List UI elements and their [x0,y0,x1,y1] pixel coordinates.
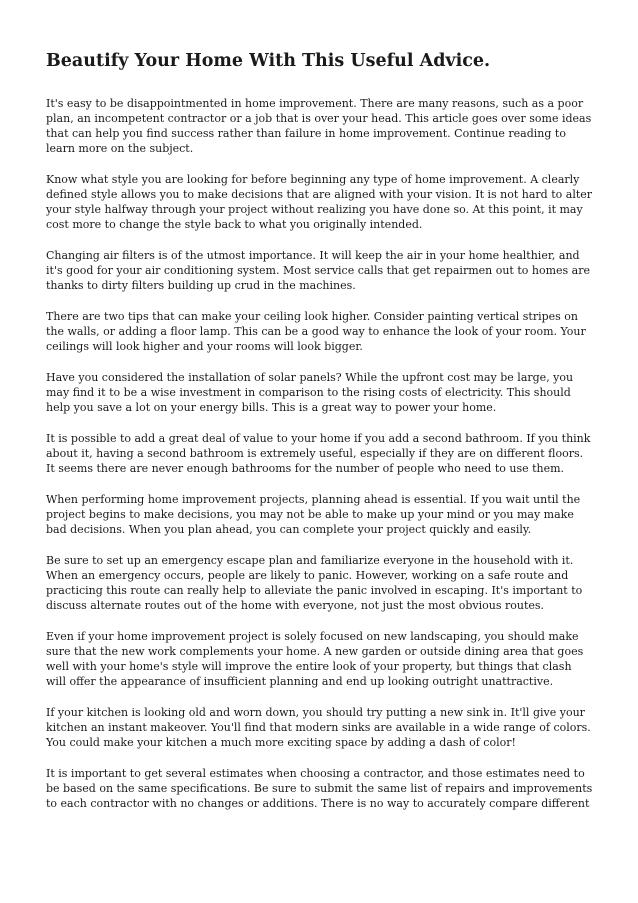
paragraph: When performing home improvement projects, planning ahead is essential. If you wait until the project begins to make decisions, you may not be able to make up your mind or you may make bad decisions. When you plan ahead, you can complete your project quickly and easily. [46,493,581,536]
paragraph: It is possible to add a great deal of value to your home if you add a second bathroom. If you think about it, having a second bathroom is extremely useful, especially if they are on different floors. It seems there are never enough bathrooms for the number of people who need to use them. [46,432,591,475]
paragraph: If your kitchen is looking old and worn down, you should try putting a new sink in. It'll give your kitchen an instant makeover. You'll find that modern sinks are available in a wide range of colors. You could make your kitchen a much more exciting space by adding a dash of color! [46,706,591,749]
page-title: Beautify Your Home With This Useful Advice. [46,51,491,71]
paragraph: Be sure to set up an emergency escape plan and familiarize everyone in the household with it. When an emergency occurs, people are likely to panic. However, working on a safe route and practicing this route can really help to alleviate the panic involved in escaping. It's important to discuss alternate routes out of the home with everyone, not just the most obvious routes. [46,554,583,612]
paragraph: It's easy to be disappointmented in home improvement. There are many reasons, such as a poor plan, an incompetent contractor or a job that is over your head. This article goes over some ideas that can help you find success rather than failure in home improvement. Continue reading to learn more on the subject. [46,97,592,155]
paragraph: It is important to get several estimates when choosing a contractor, and those estimates need to be based on the same specifications. Be sure to submit the same list of repairs and improvements to each contractor with no changes or additions. There is no way to accurately compare different [46,767,593,810]
paragraph: Even if your home improvement project is solely focused on new landscaping, you should make sure that the new work complements your home. A new garden or outside dining area that goes well with your home's style will improve the entire look of your property, but things that clash will offer the appearance of insufficient planning and end up looking outright unattractive. [46,630,584,688]
paragraph: Changing air filters is of the utmost importance. It will keep the air in your home healthier, and it's good for your air conditioning system. Most service calls that get repairmen out to homes are thanks to dirty filters building up crud in the machines. [46,249,591,292]
paragraph: There are two tips that can make your ceiling look higher. Consider painting vertical stripes on the walls, or adding a floor lamp. This can be a good way to enhance the look of your room. Your ceilings will look higher and your rooms will look bigger. [46,310,586,353]
paragraph: Have you considered the installation of solar panels? While the upfront cost may be large, you may find it to be a wise investment in comparison to the rising costs of electricity. This should help you save a lot on your energy bills. This is a great way to power your home. [46,371,574,414]
paragraph: Know what style you are looking for before beginning any type of home improvement. A clearly defined style allows you to make decisions that are aligned with your vision. It is not hard to alter your style halfway through your project without realizing you have done so. At this point, it may cost more to change the style back to what you originally intended. [46,173,593,231]
